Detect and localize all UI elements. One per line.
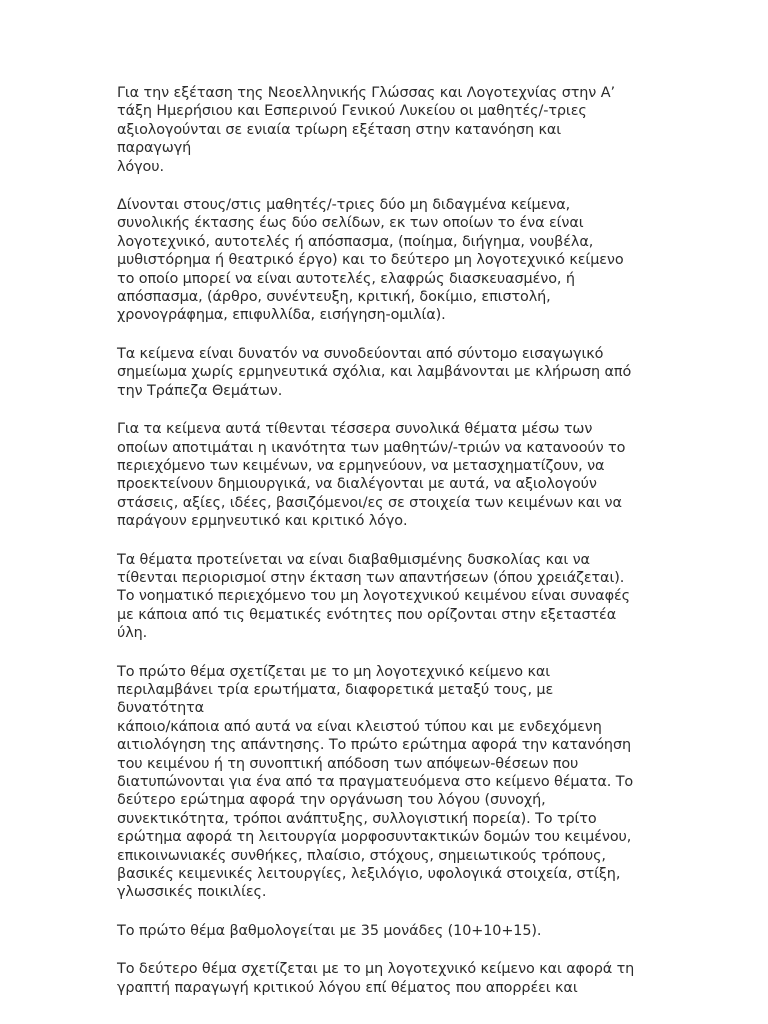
paragraph-difficulty: Τα θέματα προτείνεται να είναι διαβαθμισμένης δυσκολίας και να τίθενται περιορισμοί στην έκταση των απαντήσεων (όπου χρειάζεται). Το νοηματικό περιεχόμενο του μη λογοτεχνικού κειμένου είναι συναφές με κάποια από τις θεματικές ενότητες που ορίζονται στην εξεταστέα ύλη. (117, 551, 630, 642)
paragraph-texts-given: Δίνονται στους/στις μαθητές/-τριες δύο μη διδαγμένα κείμενα, συνολικής έκτασης έως δύο σελίδων, εκ των οποίων το ένα είναι λογοτεχνικό, αυτοτελές ή απόσπασμα, (ποίημα, διήγημα, νουβέλα, μυθιστόρημα ή θεατρικό έργο) και το δεύτερο μη λογοτεχνικό κείμενο το οποίο μπορεί να είναι αυτοτελές, ελαφρώς διασκευασμένο, ή απόσπασμα, (άρθρο, συνέντευξη, κριτική, δοκίμιο, επιστολή, χρονογράφημα, επιφυλλίδα, εισήγηση-ομιλία). (117, 197, 624, 324)
paragraph-second-topic: Το δεύτερο θέμα σχετίζεται με το μη λογοτεχνικό κείμενο και αφορά τη γραπτή παραγωγή κριτικού λόγου επί θέματος που απορρέει και (117, 961, 635, 996)
paragraph-four-topics: Για τα κείμενα αυτά τίθενται τέσσερα συνολικά θέματα μέσω των οποίων αποτιμάται η ικανότητα των μαθητών/-τριών να κατανοούν το περιεχόμενο των κειμένων, να ερμηνεύουν, να μετασχηματίζουν, να προεκτείνουν δημιουργικά, να διαλέγονται με αυτά, να αξιολογούν στάσεις, αξίες, ιδέες, βασιζόμενοι/ες σε στοιχεία των κειμένων και να παράγουν ερμηνευτικό και κριτικό λόγο. (117, 421, 626, 530)
paragraph-intro-note: Τα κείμενα είναι δυνατόν να συνοδεύονται από σύντομο εισαγωγικό σημείωμα χωρίς ερμηνευτικά σχόλια, και λαμβάνονται με κλήρωση από την Τράπεζα Θεμάτων. (117, 345, 632, 399)
paragraph-first-topic: Το πρώτο θέμα σχετίζεται με το μη λογοτεχνικό κείμενο και περιλαμβάνει τρία ερωτήματα, διαφορετικά μεταξύ τους, με δυνατότητα κάποιο/κάποια από αυτά να είναι κλειστού τύπου και με ενδεχόμενη αιτιολόγηση της απάντησης. Το πρώτο ερώτημα αφορά την κατανόηση του κειμένου ή τη συνοπτική απόδοση των απόψεων-θέσεων που διατυπώνονται για ένα από τα πραγματευόμενα στο κείμενο θέματα. Το δεύτερο ερώτημα αφορά την οργάνωση του λόγου (συνοχή, συνεκτικότητα, τρόποι ανάπτυξης, συλλογιστική πορεία). Το τρίτο ερώτημα αφορά τη λειτουργία μορφοσυντακτικών δομών του κειμένου, επικοινωνιακές συνθήκες, πλαίσιο, στόχους, σημειωτικούς τρόπους, βασικές κειμενικές λειτουργίες, λεξιλόγιο, υφολογικά στοιχεία, στίξη, γλωσσικές ποικιλίες. (117, 663, 634, 901)
paragraph-exam-intro: Για την εξέταση της Νεοελληνικής Γλώσσας και Λογοτεχνίας στην Α’ τάξη Ημερήσιου και Εσπερινού Γενικού Λυκείου οι μαθητές/-τριες αξιολογούνται σε ενιαία τρίωρη εξέταση στην κατανόηση και παραγωγή λόγου. (117, 85, 615, 175)
paragraph-first-topic-grading: Το πρώτο θέμα βαθμολογείται με 35 μονάδες (10+10+15). (117, 922, 542, 939)
document-page (117, 84, 637, 1017)
